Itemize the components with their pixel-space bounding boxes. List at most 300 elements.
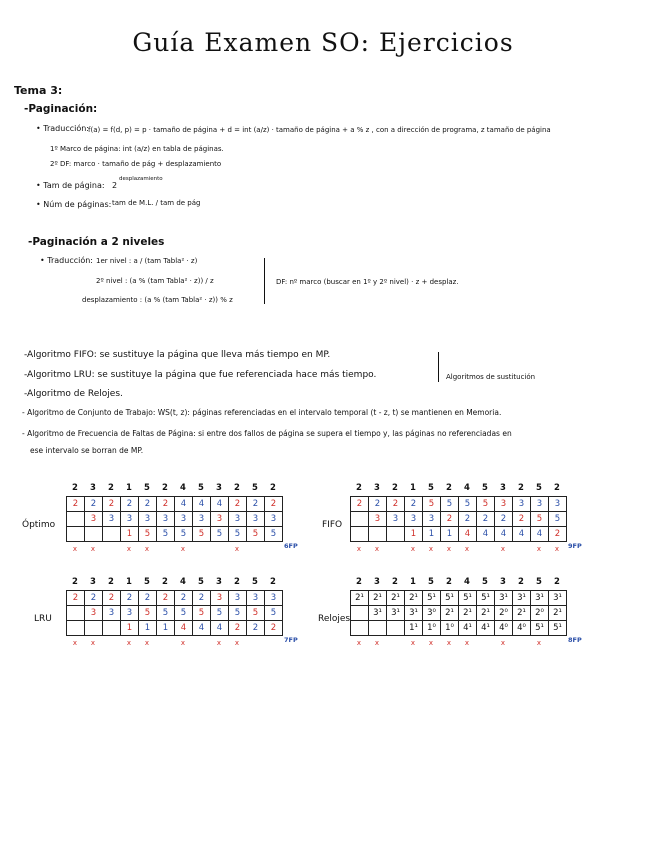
frame-grid: [66, 590, 283, 636]
table-label-optimo: Óptimo: [22, 520, 56, 530]
fault-mark: x: [446, 639, 452, 647]
frame-cell: 4: [531, 527, 549, 542]
frame-cell: 5: [193, 606, 211, 621]
reference-page: 3: [500, 483, 506, 493]
reference-page: 3: [500, 577, 506, 587]
frame-cell: 1: [441, 527, 459, 542]
reference-page: 2: [392, 483, 398, 493]
algoritmo-lru: -Algoritmo LRU: se sustituye la página que fue referenciada hace más tiempo.: [24, 370, 377, 380]
frame-cell: 4¹: [477, 621, 495, 636]
fault-mark: x: [500, 545, 506, 553]
frame-cell: 1: [157, 621, 175, 636]
reference-page: 2: [446, 577, 452, 587]
fault-mark: [246, 545, 264, 553]
reference-page: 5: [198, 483, 204, 493]
reference-page: 5: [536, 483, 542, 493]
algoritmo-relojes: -Algoritmo de Relojes.: [24, 389, 123, 399]
frame-cell: 1: [139, 621, 157, 636]
frame-cell: 3: [121, 606, 139, 621]
fault-mark: [476, 545, 494, 553]
reference-page: 4: [180, 483, 186, 493]
frame-cell: 2¹: [441, 606, 459, 621]
reference-page: 3: [216, 577, 222, 587]
frame-cell: 5¹: [459, 591, 477, 606]
frame-cell: 3¹: [495, 591, 513, 606]
fault-mark: x: [464, 639, 470, 647]
frame-cell: 2: [247, 621, 265, 636]
fault-mark: [386, 639, 404, 647]
reference-page: 2: [72, 577, 78, 587]
frame-cell: 2¹: [549, 606, 567, 621]
frame-cell: [351, 512, 369, 527]
frame-cell: 2: [265, 497, 283, 512]
reference-page: 5: [428, 483, 434, 493]
frame-cell: 5: [441, 497, 459, 512]
reference-string: [350, 483, 566, 493]
frame-cell: 3¹: [531, 591, 549, 606]
frame-cell: 3: [103, 512, 121, 527]
page-table-fifo: [350, 483, 582, 553]
frame-row: [67, 591, 283, 606]
frame-cell: 3: [369, 512, 387, 527]
frame-cell: 1¹: [405, 621, 423, 636]
frame-cell: [387, 527, 405, 542]
page-fault-count: 9FP: [568, 542, 582, 550]
frame-cell: 4: [495, 527, 513, 542]
page-table-relojes: [350, 577, 582, 647]
algoritmo-frecuencia-cont: ese intervalo se borran de MP.: [30, 446, 144, 455]
frame-cell: 2: [405, 497, 423, 512]
frame-cell: 4: [211, 497, 229, 512]
reference-string: [66, 577, 282, 587]
reference-page: 1: [410, 483, 416, 493]
fault-mark: x: [500, 639, 506, 647]
nivel2-formula: 2º nivel : (a % (tam Tabla² · z)) / z: [96, 277, 214, 285]
frame-cell: 2: [157, 497, 175, 512]
frame-cell: 5: [175, 527, 193, 542]
marco-line: 1º Marco de página: int (a/z) en tabla de páginas.: [50, 145, 224, 153]
fault-mark: [548, 639, 566, 647]
frame-cell: 1: [121, 527, 139, 542]
fault-mark: [476, 639, 494, 647]
fault-mark: x: [126, 639, 132, 647]
frame-cell: 5: [175, 606, 193, 621]
frame-cell: 2: [139, 591, 157, 606]
fault-marks: [350, 639, 566, 647]
frame-cell: [85, 621, 103, 636]
page-fault-count: 8FP: [568, 636, 582, 644]
frame-cell: 2: [67, 591, 85, 606]
frame-cell: 2: [229, 621, 247, 636]
frame-cell: 5: [265, 606, 283, 621]
traduccion-formula: f(a) = f(d, p) = p · tamaño de página + d = int (a/z) · tamaño de página + a % z , con a dirección de programa, z tamaño de página: [88, 126, 551, 134]
fault-mark: x: [464, 545, 470, 553]
fault-mark: x: [536, 639, 542, 647]
df-formula: DF: nº marco (buscar en 1º y 2º nivel) · z + desplaz.: [276, 278, 459, 286]
frame-row: [351, 591, 567, 606]
frame-cell: 1⁰: [423, 621, 441, 636]
paginacion2-traduccion-label: • Traducción:: [40, 256, 93, 265]
reference-page: 2: [234, 577, 240, 587]
fault-mark: [192, 545, 210, 553]
reference-page: 3: [374, 577, 380, 587]
frame-cell: 1: [121, 621, 139, 636]
frame-grid: [350, 496, 567, 542]
frame-cell: 5: [229, 606, 247, 621]
reference-page: 5: [252, 483, 258, 493]
frame-cell: 2: [103, 497, 121, 512]
frame-cell: [67, 512, 85, 527]
frame-cell: [85, 527, 103, 542]
fault-mark: x: [554, 545, 560, 553]
fault-mark: [102, 545, 120, 553]
fault-mark: x: [90, 545, 96, 553]
brace-paginacion2: [264, 258, 265, 304]
num-label: • Núm de páginas:: [36, 200, 112, 209]
reference-page: 2: [72, 483, 78, 493]
frame-cell: 2: [369, 497, 387, 512]
fault-mark: x: [144, 545, 150, 553]
frame-grid: [350, 590, 567, 636]
fault-mark: [102, 639, 120, 647]
frame-cell: 5¹: [423, 591, 441, 606]
frame-cell: 3: [229, 512, 247, 527]
frame-cell: 3: [103, 606, 121, 621]
frame-cell: 2¹: [459, 606, 477, 621]
fault-mark: [512, 639, 530, 647]
reference-page: 4: [180, 577, 186, 587]
fault-mark: x: [144, 639, 150, 647]
reference-page: 2: [356, 577, 362, 587]
fault-mark: [246, 639, 264, 647]
reference-page: 1: [126, 577, 132, 587]
algoritmo-fifo: -Algoritmo FIFO: se sustituye la página que lleva más tiempo en MP.: [24, 350, 331, 360]
fault-mark: [386, 545, 404, 553]
frame-cell: [67, 527, 85, 542]
frame-cell: 3: [85, 512, 103, 527]
fault-mark: x: [374, 545, 380, 553]
fault-mark: [264, 545, 282, 553]
brace-sustitucion: [438, 352, 439, 382]
frame-cell: 5: [157, 527, 175, 542]
frame-cell: 3: [405, 512, 423, 527]
frame-cell: 3¹: [513, 591, 531, 606]
frame-cell: 5: [211, 606, 229, 621]
fault-mark: x: [536, 545, 542, 553]
frame-cell: 3: [139, 512, 157, 527]
frame-cell: 2: [495, 512, 513, 527]
page-table-lru: [66, 577, 298, 647]
sustitucion-note: Algoritmos de sustitución: [446, 373, 536, 381]
fault-mark: [264, 639, 282, 647]
reference-page: 2: [446, 483, 452, 493]
fault-marks: [66, 545, 282, 553]
frame-cell: 4: [513, 527, 531, 542]
frame-cell: 2: [513, 512, 531, 527]
frame-cell: 5: [157, 606, 175, 621]
fault-mark: x: [428, 639, 434, 647]
page-table-optimo: [66, 483, 298, 553]
frame-cell: 5¹: [531, 621, 549, 636]
tam-value: 2: [112, 181, 118, 190]
frame-cell: 2: [441, 512, 459, 527]
frame-cell: 3: [175, 512, 193, 527]
fault-mark: [156, 639, 174, 647]
traduccion-label: • Traducción:: [36, 124, 89, 133]
fault-mark: [512, 545, 530, 553]
frame-row: [67, 606, 283, 621]
frame-cell: 3: [531, 497, 549, 512]
frame-cell: 2: [459, 512, 477, 527]
frame-cell: 3: [265, 591, 283, 606]
reference-page: 5: [482, 577, 488, 587]
frame-cell: 3: [229, 591, 247, 606]
frame-cell: 5: [247, 527, 265, 542]
fault-mark: x: [72, 639, 78, 647]
fault-mark: x: [410, 639, 416, 647]
fault-mark: x: [374, 639, 380, 647]
fault-marks: [66, 639, 282, 647]
frame-cell: [351, 621, 369, 636]
frame-row: [351, 497, 567, 512]
fault-mark: x: [410, 545, 416, 553]
frame-cell: [351, 527, 369, 542]
frame-cell: 2¹: [351, 591, 369, 606]
fault-mark: [156, 545, 174, 553]
frame-cell: 2: [67, 497, 85, 512]
reference-page: 2: [162, 483, 168, 493]
frame-cell: [67, 606, 85, 621]
frame-cell: 3: [387, 512, 405, 527]
frame-cell: 2¹: [477, 606, 495, 621]
reference-page: 2: [518, 577, 524, 587]
nivel1-formula: 1er nivel : a / (tam Tabla² · z): [96, 257, 198, 265]
frame-cell: 2: [121, 591, 139, 606]
frame-row: [67, 621, 283, 636]
fault-mark: x: [234, 639, 240, 647]
frame-cell: 2¹: [513, 606, 531, 621]
frame-cell: 5: [139, 606, 157, 621]
frame-cell: 4: [175, 497, 193, 512]
frame-cell: 5: [549, 512, 567, 527]
frame-cell: 3: [495, 497, 513, 512]
fault-mark: x: [126, 545, 132, 553]
paginacion2-heading: -Paginación a 2 niveles: [28, 236, 165, 248]
frame-cell: 2¹: [369, 591, 387, 606]
df-line: 2º DF: marco · tamaño de pág + desplazamiento: [50, 160, 222, 168]
frame-cell: 3: [193, 512, 211, 527]
fault-mark: x: [180, 545, 186, 553]
frame-cell: 1⁰: [441, 621, 459, 636]
fault-mark: x: [216, 639, 222, 647]
frame-cell: 3¹: [405, 606, 423, 621]
frame-row: [351, 621, 567, 636]
frame-cell: 2¹: [387, 591, 405, 606]
frame-cell: 2: [265, 621, 283, 636]
frame-cell: 5¹: [441, 591, 459, 606]
reference-string: [66, 483, 282, 493]
frame-cell: 4: [477, 527, 495, 542]
reference-page: 2: [554, 577, 560, 587]
frame-cell: 2: [229, 497, 247, 512]
reference-page: 3: [374, 483, 380, 493]
frame-cell: 2: [351, 497, 369, 512]
frame-cell: 5¹: [549, 621, 567, 636]
frame-cell: 2: [121, 497, 139, 512]
frame-cell: 2: [85, 497, 103, 512]
reference-page: 2: [554, 483, 560, 493]
page-title: Guía Examen SO: Ejercicios: [132, 28, 514, 57]
page-fault-count: 6FP: [284, 542, 298, 550]
reference-page: 2: [356, 483, 362, 493]
frame-cell: 3: [211, 591, 229, 606]
reference-page: 2: [108, 483, 114, 493]
frame-cell: 2: [175, 591, 193, 606]
frame-row: [351, 512, 567, 527]
frame-cell: 4: [193, 621, 211, 636]
fault-mark: [210, 545, 228, 553]
frame-cell: 1: [423, 527, 441, 542]
frame-cell: 2: [247, 497, 265, 512]
frame-cell: 2: [85, 591, 103, 606]
reference-page: 5: [144, 483, 150, 493]
frame-grid: [66, 496, 283, 542]
frame-cell: 5: [229, 527, 247, 542]
frame-cell: 2: [193, 591, 211, 606]
fault-mark: x: [180, 639, 186, 647]
frame-cell: 3¹: [549, 591, 567, 606]
frame-cell: 3: [247, 591, 265, 606]
reference-page: 1: [410, 577, 416, 587]
table-label-relojes: Relojes: [318, 614, 351, 624]
reference-page: 2: [162, 577, 168, 587]
frame-cell: 2: [157, 591, 175, 606]
frame-cell: 3¹: [369, 606, 387, 621]
frame-cell: [387, 621, 405, 636]
num-value: tam de M.L. / tam de pág: [112, 199, 201, 207]
frame-cell: 5: [423, 497, 441, 512]
tema-heading: Tema 3:: [14, 84, 63, 97]
frame-cell: 4⁰: [495, 621, 513, 636]
reference-page: 5: [198, 577, 204, 587]
frame-cell: 1: [405, 527, 423, 542]
frame-cell: [369, 621, 387, 636]
fault-marks: [350, 545, 566, 553]
fault-mark: x: [356, 545, 362, 553]
frame-cell: 2: [103, 591, 121, 606]
frame-cell: 3: [157, 512, 175, 527]
frame-cell: 4⁰: [513, 621, 531, 636]
frame-cell: 5: [459, 497, 477, 512]
frame-cell: 2¹: [405, 591, 423, 606]
reference-page: 5: [252, 577, 258, 587]
reference-page: 2: [392, 577, 398, 587]
frame-row: [67, 512, 283, 527]
frame-cell: 3¹: [387, 606, 405, 621]
reference-page: 5: [428, 577, 434, 587]
frame-cell: 3⁰: [423, 606, 441, 621]
frame-cell: [369, 527, 387, 542]
reference-page: 4: [464, 483, 470, 493]
frame-cell: [67, 621, 85, 636]
frame-cell: 4: [193, 497, 211, 512]
paginacion-heading: -Paginación:: [24, 103, 98, 115]
frame-row: [67, 527, 283, 542]
frame-cell: 5: [247, 606, 265, 621]
frame-cell: 5: [265, 527, 283, 542]
frame-cell: 3: [513, 497, 531, 512]
reference-page: 3: [216, 483, 222, 493]
reference-page: 2: [270, 577, 276, 587]
frame-cell: 5¹: [477, 591, 495, 606]
frame-row: [351, 527, 567, 542]
frame-cell: 3: [211, 512, 229, 527]
fault-mark: x: [72, 545, 78, 553]
frame-cell: 3: [549, 497, 567, 512]
reference-page: 3: [90, 577, 96, 587]
fault-mark: x: [234, 545, 240, 553]
frame-cell: 4: [211, 621, 229, 636]
table-label-fifo: FIFO: [322, 520, 343, 530]
frame-cell: 2: [387, 497, 405, 512]
frame-cell: [351, 606, 369, 621]
reference-page: 5: [482, 483, 488, 493]
reference-string: [350, 577, 566, 587]
frame-cell: 5: [193, 527, 211, 542]
fault-mark: x: [356, 639, 362, 647]
frame-cell: 5: [477, 497, 495, 512]
frame-cell: 3: [423, 512, 441, 527]
table-label-lru: LRU: [34, 614, 52, 624]
tam-label: • Tam de página:: [36, 181, 105, 190]
frame-cell: 4: [175, 621, 193, 636]
frame-cell: 2: [549, 527, 567, 542]
algoritmo-trabajo: - Algoritmo de Conjunto de Trabajo: WS(t, z): páginas referenciadas en el intervalo temporal (t - z, t) se mantienen en Memoria.: [22, 408, 502, 417]
reference-page: 5: [144, 577, 150, 587]
fault-mark: x: [90, 639, 96, 647]
reference-page: 2: [270, 483, 276, 493]
fault-mark: x: [446, 545, 452, 553]
tam-exponent: desplazamiento: [119, 176, 163, 182]
reference-page: 1: [126, 483, 132, 493]
frame-row: [351, 606, 567, 621]
frame-row: [67, 497, 283, 512]
frame-cell: 5: [211, 527, 229, 542]
frame-cell: 5: [139, 527, 157, 542]
frame-cell: 3: [121, 512, 139, 527]
reference-page: 2: [518, 483, 524, 493]
frame-cell: 2⁰: [495, 606, 513, 621]
frame-cell: 3: [265, 512, 283, 527]
frame-cell: 4¹: [459, 621, 477, 636]
frame-cell: 4: [459, 527, 477, 542]
frame-cell: [103, 527, 121, 542]
reference-page: 5: [536, 577, 542, 587]
frame-cell: 5: [531, 512, 549, 527]
frame-cell: 2: [477, 512, 495, 527]
frame-cell: [103, 621, 121, 636]
frame-cell: 2: [139, 497, 157, 512]
fault-mark: [192, 639, 210, 647]
reference-page: 4: [464, 577, 470, 587]
reference-page: 2: [234, 483, 240, 493]
page-fault-count: 7FP: [284, 636, 298, 644]
desplazamiento-formula: desplazamiento : (a % (tam Tabla² · z)) % z: [82, 296, 233, 304]
algoritmo-frecuencia: - Algoritmo de Frecuencia de Faltas de Página: si entre dos fallos de página se supera el tiempo y, las páginas no referenciadas en: [22, 429, 512, 438]
reference-page: 2: [108, 577, 114, 587]
frame-cell: 3: [247, 512, 265, 527]
fault-mark: x: [428, 545, 434, 553]
